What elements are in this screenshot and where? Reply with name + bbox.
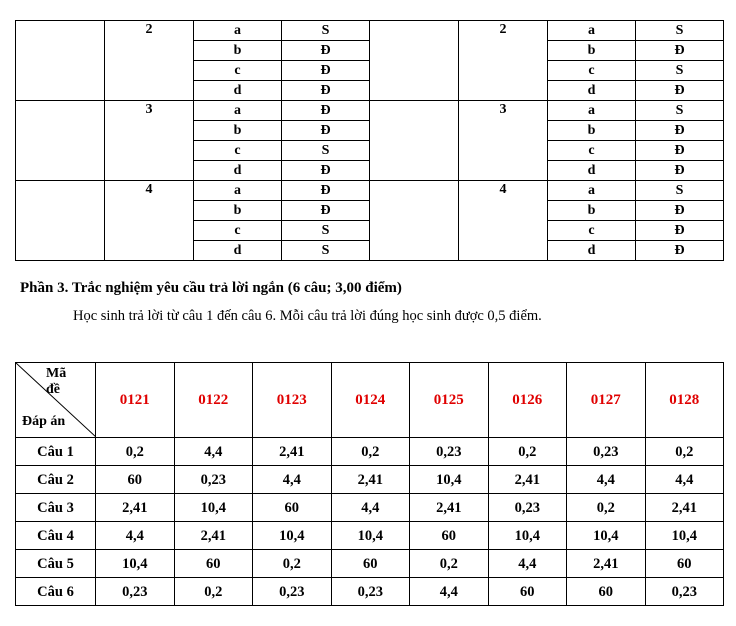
answer-value: 4,4: [253, 466, 332, 494]
corner-cell: [16, 363, 96, 438]
question-number: 4: [459, 181, 548, 261]
table-row: [16, 181, 724, 201]
statement-letter: c: [194, 141, 282, 161]
table-row: [16, 466, 724, 494]
empty-cell: [370, 21, 459, 101]
answer-value: Đ: [282, 181, 370, 201]
exam-code: 0128: [645, 363, 724, 438]
answer-value: 2,41: [253, 438, 332, 466]
answer-value: 60: [174, 550, 253, 578]
answer-value: 0,2: [96, 438, 175, 466]
statement-letter: c: [194, 221, 282, 241]
exam-code: 0127: [567, 363, 646, 438]
statement-letter: b: [194, 201, 282, 221]
answer-value: S: [282, 221, 370, 241]
answer-value: 10,4: [488, 522, 567, 550]
answer-value: Đ: [636, 41, 724, 61]
answer-value: 0,23: [567, 438, 646, 466]
statement-letter: a: [194, 181, 282, 201]
statement-letter: b: [194, 41, 282, 61]
statement-letter: a: [548, 181, 636, 201]
question-label: Câu 6: [16, 578, 96, 606]
answer-value: 0,23: [410, 438, 489, 466]
answer-value: 0,23: [645, 578, 724, 606]
answer-value: S: [282, 141, 370, 161]
answer-value: Đ: [636, 241, 724, 261]
question-number: 4: [105, 181, 194, 261]
answer-value: 0,23: [488, 494, 567, 522]
statement-letter: c: [548, 141, 636, 161]
answer-value: 4,4: [488, 550, 567, 578]
answer-value: Đ: [282, 81, 370, 101]
table-row: [16, 578, 724, 606]
answer-value: 0,23: [253, 578, 332, 606]
answer-value: 0,2: [488, 438, 567, 466]
question-label: Câu 1: [16, 438, 96, 466]
header-row: [16, 363, 724, 438]
table-row: [16, 550, 724, 578]
question-label: Câu 4: [16, 522, 96, 550]
answer-value: 2,41: [410, 494, 489, 522]
answer-value: 60: [331, 550, 410, 578]
answer-value: Đ: [636, 121, 724, 141]
answer-value: Đ: [282, 101, 370, 121]
statement-letter: d: [548, 161, 636, 181]
answer-value: 4,4: [410, 578, 489, 606]
answer-value: 10,4: [253, 522, 332, 550]
answer-value: 4,4: [567, 466, 646, 494]
question-label: Câu 5: [16, 550, 96, 578]
answer-value: 2,41: [488, 466, 567, 494]
answer-value: Đ: [282, 161, 370, 181]
answer-value: S: [636, 101, 724, 121]
answer-value: 60: [96, 466, 175, 494]
exam-code: 0124: [331, 363, 410, 438]
answer-value: 10,4: [331, 522, 410, 550]
statement-letter: a: [194, 21, 282, 41]
answer-value: Đ: [636, 141, 724, 161]
corner-label-dap-an: Đáp án: [22, 414, 66, 429]
answer-value: 60: [645, 550, 724, 578]
answer-value: 0,2: [174, 578, 253, 606]
question-label: Câu 3: [16, 494, 96, 522]
empty-cell: [370, 181, 459, 261]
empty-cell: [16, 101, 105, 181]
short-answer-table: [15, 362, 724, 606]
answer-value: 0,2: [410, 550, 489, 578]
answer-value: Đ: [282, 61, 370, 81]
statement-letter: a: [548, 101, 636, 121]
statement-letter: d: [548, 241, 636, 261]
question-number: 2: [105, 21, 194, 101]
answer-value: S: [636, 181, 724, 201]
statement-letter: d: [194, 241, 282, 261]
empty-cell: [370, 101, 459, 181]
answer-value: S: [636, 61, 724, 81]
answer-value: 2,41: [174, 522, 253, 550]
question-label: Câu 2: [16, 466, 96, 494]
section-3-heading: Phần 3. Trắc nghiệm yêu cầu trả lời ngắn (6 câu; 3,00 điểm): [20, 280, 402, 296]
answer-value: 2,41: [645, 494, 724, 522]
answer-value: Đ: [282, 201, 370, 221]
statement-letter: c: [548, 221, 636, 241]
answer-value: 0,2: [253, 550, 332, 578]
answer-value: 10,4: [645, 522, 724, 550]
answer-value: Đ: [636, 221, 724, 241]
answer-value: 0,2: [567, 494, 646, 522]
answer-table-part2: [15, 20, 724, 261]
answer-value: Đ: [282, 41, 370, 61]
answer-value: 4,4: [645, 466, 724, 494]
statement-letter: b: [548, 201, 636, 221]
statement-letter: c: [194, 61, 282, 81]
statement-letter: a: [194, 101, 282, 121]
exam-code: 0122: [174, 363, 253, 438]
statement-letter: d: [194, 81, 282, 101]
statement-letter: c: [548, 61, 636, 81]
statement-letter: a: [548, 21, 636, 41]
answer-value: Đ: [282, 121, 370, 141]
question-number: 3: [105, 101, 194, 181]
empty-cell: [16, 181, 105, 261]
statement-letter: b: [548, 121, 636, 141]
answer-value: 60: [567, 578, 646, 606]
answer-value: 10,4: [567, 522, 646, 550]
table-row: [16, 438, 724, 466]
answer-value: 0,23: [96, 578, 175, 606]
statement-letter: b: [194, 121, 282, 141]
question-number: 3: [459, 101, 548, 181]
answer-value: S: [282, 241, 370, 261]
answer-value: 10,4: [410, 466, 489, 494]
exam-code: 0126: [488, 363, 567, 438]
answer-value: 2,41: [96, 494, 175, 522]
statement-letter: d: [548, 81, 636, 101]
table-row: [16, 101, 724, 121]
question-number: 2: [459, 21, 548, 101]
answer-value: S: [636, 21, 724, 41]
exam-code: 0125: [410, 363, 489, 438]
answer-value: 10,4: [96, 550, 175, 578]
table-row: [16, 494, 724, 522]
answer-value: 60: [488, 578, 567, 606]
statement-letter: b: [548, 41, 636, 61]
answer-value: 4,4: [96, 522, 175, 550]
answer-value: 4,4: [174, 438, 253, 466]
corner-label-ma-de: Mã đề: [46, 366, 67, 397]
answer-value: 0,2: [645, 438, 724, 466]
answer-value: S: [282, 21, 370, 41]
answer-value: 0,23: [331, 578, 410, 606]
answer-value: 10,4: [174, 494, 253, 522]
statement-letter: d: [194, 161, 282, 181]
answer-value: Đ: [636, 201, 724, 221]
answer-value: Đ: [636, 81, 724, 101]
exam-code: 0123: [253, 363, 332, 438]
empty-cell: [16, 21, 105, 101]
answer-value: 2,41: [567, 550, 646, 578]
answer-value: 60: [410, 522, 489, 550]
table-row: [16, 21, 724, 41]
exam-code: 0121: [96, 363, 175, 438]
table-row: [16, 522, 724, 550]
answer-value: 2,41: [331, 466, 410, 494]
answer-value: 0,2: [331, 438, 410, 466]
section-3-instruction: Học sinh trả lời từ câu 1 đến câu 6. Mỗi câu trả lời đúng học sinh được 0,5 điểm.: [73, 308, 542, 324]
answer-value: 4,4: [331, 494, 410, 522]
answer-value: Đ: [636, 161, 724, 181]
answer-value: 60: [253, 494, 332, 522]
answer-value: 0,23: [174, 466, 253, 494]
